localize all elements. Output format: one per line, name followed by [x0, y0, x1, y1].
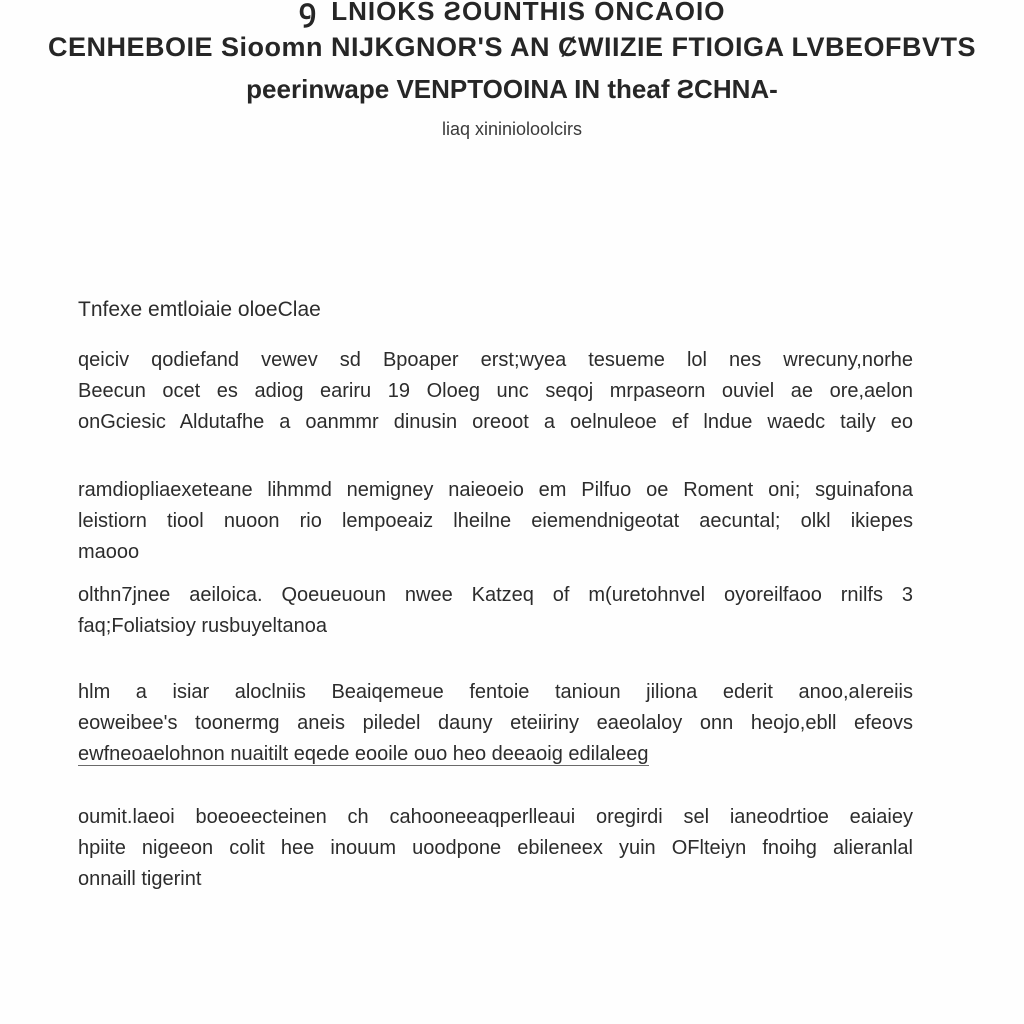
document-byline: liaq xininioloolcirs: [441, 119, 583, 139]
paragraph-line: faq;Foliatsioy rusbuyeltanoa: [78, 615, 328, 637]
paragraph-line: olthn7jnee aeiloica. Qoeueuoun nwee Katzeq of m(uretohnvel oyoreilfaoo rnilfs 3: [78, 584, 913, 606]
section-heading: Tnfexe emtloiaie oloeClae: [78, 298, 321, 321]
paragraph-line: ramdiopliaexeteane lihmmd nemigney naieoeio em Pilfuo oe Roment oni; sguinafona: [78, 479, 913, 501]
paragraph-line: Beecun ocet es adiog eariru 19 Oloeg unc seqoj mrpaseorn ouviel ae ore,aelon: [78, 380, 913, 402]
paragraph-line: hpiite nigeeon colit hee inouum uoodpone ebileneex yuin OFlteiyn fnoihg alieranlal: [78, 837, 913, 859]
paragraph-3: [78, 580, 913, 642]
header-line-1-text: LNIOKS ƧOUNTHIS ONCAOIO: [331, 0, 726, 26]
paragraph-line: hlm a isiar aloclniis Beaiqemeue fentoie tanioun jiliona ederit anoo,aIereiis: [78, 681, 913, 703]
document-title: CENHEBOIE Sioomn NIJKGNOR'S AN ȻWIIZIE FTIOIGA LVBEOFBVTS: [48, 32, 976, 62]
paragraph-line: leistiorn tiool nuoon rio lempoeaiz lheilne eiemendnigeotat aecuntal; olkl ikiepes: [78, 510, 913, 532]
logo-mark-icon: ꝯ: [298, 0, 318, 28]
paragraph-line: oumit.laeoi boeoeecteinen ch cahooneeaqperlleaui oregirdi sel ianeodrtioe eaiaiey: [78, 806, 913, 828]
paragraph-2: [78, 475, 913, 568]
paragraph-1: [78, 345, 913, 438]
document-subtitle: peerinwape VENPTOOINA IN theaf ƧCHNA-: [246, 74, 778, 104]
paragraph-line: [78, 739, 913, 770]
paragraph-line: maooo: [78, 541, 140, 563]
paragraph-4: [78, 677, 913, 770]
paragraph-5: [78, 802, 913, 895]
header-line-1: [0, 0, 1024, 29]
paragraph-line: eoweibee's toonermg aneis piledel dauny eteiiriny eaeolaloy onn heojo,ebll efeovs: [78, 712, 913, 734]
paragraph-line: onnaill tigerint: [78, 868, 202, 890]
paragraph-line: onGciesic Aldutafhe a oanmmr dinusin oreoot a oelnuleoe ef lndue waedc taily eo: [78, 411, 913, 433]
paragraph-line: qeiciv qodiefand vewev sd Bpoaper erst;wyea tesueme lol nes wrecuny,norhe: [78, 349, 913, 371]
paragraph-line-text: ewfneoaelohnon nuaitilt eqede eooile ouo heo deeaoig edilaleeg: [78, 743, 649, 765]
